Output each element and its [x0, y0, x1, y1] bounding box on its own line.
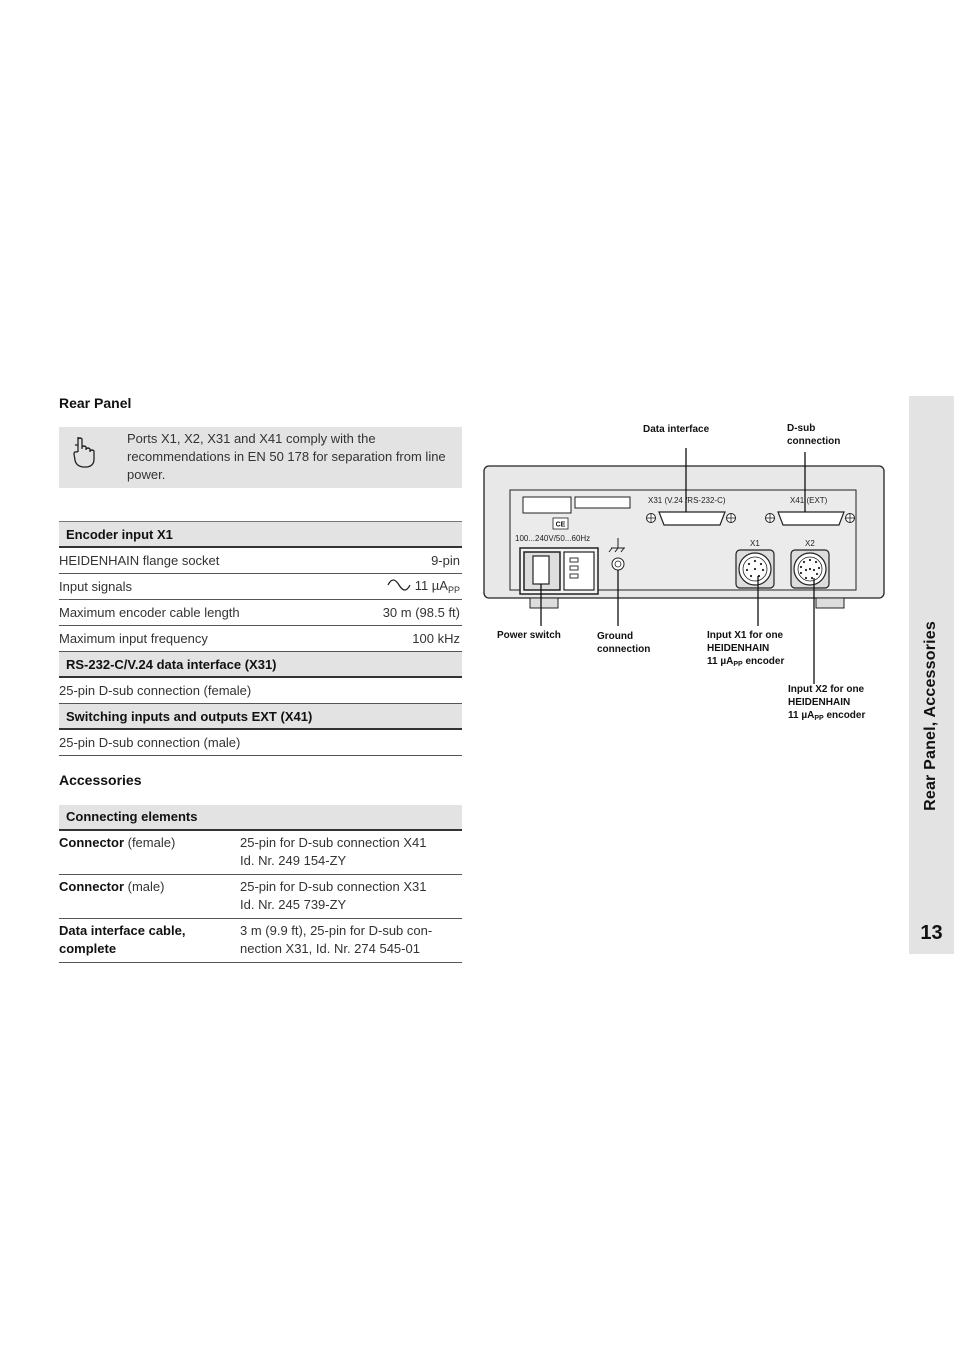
- accessories-table: [59, 805, 462, 963]
- accessory-description: 3 m (9.9 ft), 25-pin for D-sub con- nection X31, Id. Nr. 274 545-01: [240, 919, 462, 963]
- ground-screw: [612, 558, 624, 570]
- accessory-description: 25-pin for D-sub connection X41 Id. Nr. 249 154-ZY: [240, 830, 462, 875]
- rear-panel-spec-table: [59, 521, 462, 756]
- spec-label: Input signals: [59, 574, 339, 600]
- input-signal-value: 11 µA: [414, 578, 448, 593]
- spec-label: HEIDENHAIN flange socket: [59, 547, 339, 574]
- x2-encoder-socket: [791, 550, 829, 588]
- chapter-side-tab: Rear Panel, Accessories 13: [909, 396, 954, 954]
- table-row: [59, 626, 462, 652]
- spec-label: 25-pin D-sub connection (female): [59, 677, 462, 704]
- x31-port-label: X31 (V.24 /RS-232-C): [648, 496, 726, 505]
- pointing-hand-icon: [71, 435, 97, 476]
- dsub-connection-label: D-sub connection: [787, 423, 841, 447]
- page-number: 13: [920, 922, 943, 944]
- table-row: [59, 677, 462, 704]
- table-row: [59, 574, 462, 600]
- ground-connection-label: Ground connection: [597, 631, 651, 655]
- type-plate-2: [575, 497, 630, 508]
- rear-panel-heading: Rear Panel: [59, 395, 132, 411]
- switching-header: Switching inputs and outputs EXT (X41): [59, 704, 462, 730]
- note-box: [59, 427, 462, 488]
- table-row: [59, 919, 462, 963]
- spec-label: Maximum encoder cable length: [59, 600, 339, 626]
- encoder-input-header: Encoder input X1: [59, 522, 462, 548]
- x41-port-label: X41 (EXT): [790, 496, 828, 505]
- spec-value: 30 m (98.5 ft): [339, 600, 462, 626]
- data-interface-label: Data interface: [643, 424, 710, 435]
- power-socket: [564, 552, 594, 590]
- power-switch-label: Power switch: [497, 630, 561, 641]
- table-row: [59, 600, 462, 626]
- table-row: [59, 547, 462, 574]
- spec-value-input-signals: [339, 574, 462, 600]
- table-row: [59, 875, 462, 919]
- table-row: [59, 830, 462, 875]
- input-signal-subscript: PP: [447, 585, 460, 595]
- x1-encoder-socket: [736, 550, 774, 588]
- rear-panel-diagram: [480, 410, 900, 730]
- connecting-elements-header: Connecting elements: [59, 805, 462, 830]
- x2-port-label: X2: [805, 539, 815, 548]
- input-x1-label: Input X1 for one HEIDENHAIN 11 µA$_{PP}$ encoder: [707, 630, 785, 668]
- accessory-name: Connector (female): [59, 830, 240, 875]
- accessory-name: Connector (male): [59, 875, 240, 919]
- foot-right: [816, 598, 844, 608]
- type-plate-1: [523, 497, 571, 513]
- accessory-name: Data interface cable, complete: [59, 919, 240, 963]
- data-interface-header: RS-232-C/V.24 data interface (X31): [59, 652, 462, 678]
- spec-label: Maximum input frequency: [59, 626, 339, 652]
- power-switch: [533, 556, 549, 584]
- input-x2-label: Input X2 for one HEIDENHAIN 11 µA$_{PP}$ encoder: [788, 684, 866, 722]
- table-row: [59, 729, 462, 756]
- accessory-description: 25-pin for D-sub connection X31 Id. Nr. 245 739-ZY: [240, 875, 462, 919]
- accessories-heading: Accessories: [59, 772, 142, 788]
- note-text: Ports X1, X2, X31 and X41 comply with the recommendations in EN 50 178 for separation from line power.: [127, 431, 446, 482]
- ce-mark: CE: [555, 521, 566, 529]
- spec-value: 100 kHz: [339, 626, 462, 652]
- power-rating-label: 100...240V/50...60Hz: [515, 534, 591, 543]
- spec-value: 9-pin: [339, 547, 462, 574]
- foot-left: [530, 598, 558, 608]
- x1-port-label: X1: [750, 539, 760, 548]
- sine-wave-icon: [387, 578, 415, 593]
- spec-label: 25-pin D-sub connection (male): [59, 729, 462, 756]
